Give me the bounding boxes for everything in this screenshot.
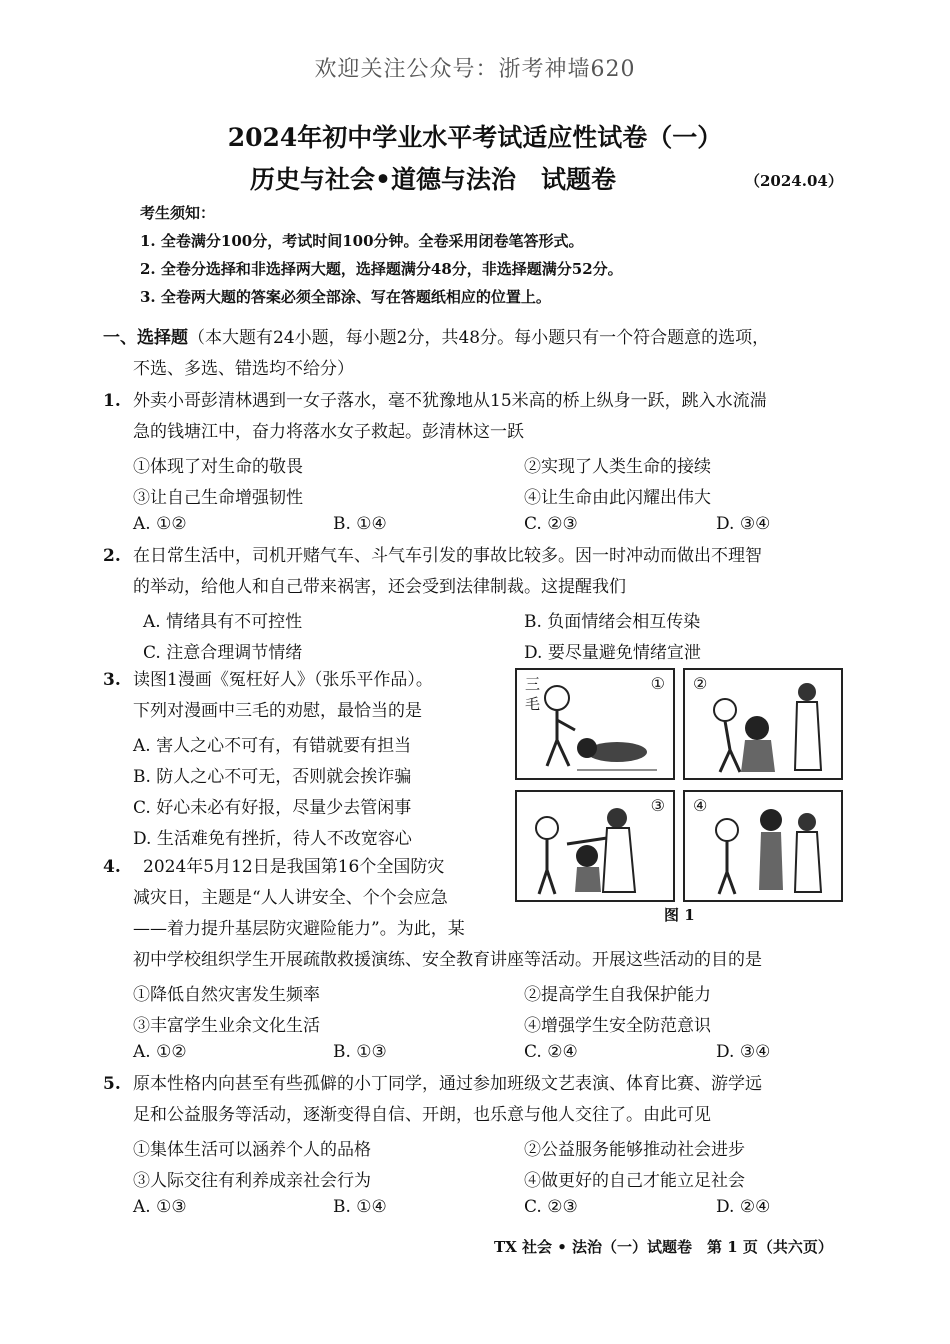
statement-3: ③让自己生命增强韧性 [133, 488, 303, 508]
question-number: 3. [103, 670, 121, 690]
option-b: B. 负面情绪会相互传染 [524, 612, 701, 632]
option-d: D. ②④ [716, 1197, 771, 1217]
comic-panel [683, 790, 843, 902]
statement-3: ③人际交往有利养成亲社会行为 [133, 1171, 371, 1191]
panel-number: ② [693, 674, 708, 693]
option-d: D. ③④ [716, 1042, 771, 1062]
option-c: C. ②③ [524, 514, 578, 534]
page-footer: TX 社会 • 法治（一）试题卷 第 1 页（共六页） [494, 1238, 833, 1256]
option-b: B. ①④ [333, 514, 387, 534]
notice-item: 2. 全卷分选择和非选择两大题，选择题满分48分，非选择题满分52分。 [140, 260, 623, 278]
statement-4: ④增强学生安全防范意识 [524, 1016, 711, 1036]
option-c: C. 注意合理调节情绪 [143, 643, 303, 663]
option-a: A. ①③ [133, 1197, 187, 1217]
notice-item: 1. 全卷满分100分，考试时间100分钟。全卷采用闭卷笔答形式。 [140, 232, 584, 250]
question-number: 4. [103, 857, 121, 877]
option-c: C. ②④ [524, 1042, 578, 1062]
exam-subtitle: 历史与社会•道德与法治 试题卷 [250, 165, 616, 194]
question-stem: 2024年5月12日是我国第16个全国防灾 [143, 857, 445, 877]
question-stem: 的举动，给他人和自己带来祸害，还会受到法律制裁。这提醒我们 [133, 577, 626, 597]
comic-panel [515, 790, 675, 902]
statement-2: ②实现了人类生命的接续 [524, 457, 711, 477]
option-a: A. ①② [133, 514, 187, 534]
exam-title: 2024年初中学业水平考试适应性试卷（一） [227, 123, 723, 152]
question-stem: 急的钱塘江中，奋力将落水女子救起。彭清林这一跃 [133, 422, 524, 442]
question-stem: 外卖小哥彭清林遇到一女子落水，毫不犹豫地从15米高的桥上纵身一跃，跳入水流湍 [133, 391, 767, 411]
option-b: B. ①④ [333, 1197, 387, 1217]
section-heading [103, 327, 769, 349]
comic-panel [683, 668, 843, 780]
statement-4: ④让生命由此闪耀出伟大 [524, 488, 711, 508]
statement-1: ①集体生活可以涵养个人的品格 [133, 1140, 371, 1160]
question-stem: 原本性格内向甚至有些孤僻的小丁同学，通过参加班级文艺表演、体育比赛、游学远 [133, 1074, 762, 1094]
panel-number: ① [650, 674, 665, 693]
question-stem: 初中学校组织学生开展疏散救援演练、安全教育讲座等活动。开展这些活动的目的是 [133, 950, 762, 970]
question-stem: 下列对漫画中三毛的劝慰，最恰当的是 [133, 701, 422, 721]
figure-caption: 图 1 [664, 906, 695, 924]
question-stem: 足和公益服务等活动，逐渐变得自信、开朗，也乐意与他人交往了。由此可见 [133, 1105, 711, 1125]
statement-3: ③丰富学生业余文化生活 [133, 1016, 320, 1036]
section-desc-cont: 不选、多选、错选均不给分） [133, 359, 354, 379]
option-b: B. 防人之心不可无，否则就会挨诈骗 [133, 767, 412, 787]
question-number: 1. [103, 391, 121, 411]
question-stem: 在日常生活中，司机开赌气车、斗气车引发的事故比较多。因一时冲动而做出不理智 [133, 546, 762, 566]
option-d: D. ③④ [716, 514, 771, 534]
panel-number: ③ [650, 796, 665, 815]
question-number: 2. [103, 546, 121, 566]
section-label: 一、选择题 [103, 328, 188, 348]
statement-4: ④做更好的自己才能立足社会 [524, 1171, 745, 1191]
option-a: A. 害人之心不可有，有错就要有担当 [133, 736, 412, 756]
option-d: D. 生活难免有挫折，待人不改宽容心 [133, 829, 412, 849]
statement-1: ①体现了对生命的敬畏 [133, 457, 303, 477]
comic-figure [515, 668, 845, 906]
option-c: C. ②③ [524, 1197, 578, 1217]
panel-number: ④ [693, 796, 708, 815]
option-c: C. 好心未必有好报，尽量少去管闲事 [133, 798, 412, 818]
statement-2: ②提高学生自我保护能力 [524, 985, 711, 1005]
notice-item: 3. 全卷两大题的答案必须全部涂、写在答题纸相应的位置上。 [140, 288, 551, 306]
question-stem: ——着力提升基层防灾避险能力”。为此，某 [133, 919, 465, 939]
option-d: D. 要尽量避免情绪宣泄 [524, 643, 701, 663]
comic-drawing [685, 670, 841, 778]
option-a: A. 情绪具有不可控性 [143, 612, 303, 632]
question-stem: 读图1漫画《冤枉好人》（张乐平作品）。 [133, 670, 433, 690]
option-b: B. ①③ [333, 1042, 387, 1062]
notice-heading: 考生须知： [140, 204, 216, 222]
comic-panel [515, 668, 675, 780]
statement-2: ②公益服务能够推动社会进步 [524, 1140, 745, 1160]
comic-drawing [685, 792, 841, 900]
option-a: A. ①② [133, 1042, 187, 1062]
sanmao-label: 三 毛 [525, 675, 541, 713]
section-desc: （本大题有24小题，每小题2分，共48分。每小题只有一个符合题意的选项， [188, 328, 770, 348]
statement-1: ①降低自然灾害发生频率 [133, 985, 320, 1005]
comic-drawing [517, 670, 673, 778]
comic-drawing [517, 792, 673, 900]
question-number: 5. [103, 1074, 121, 1094]
watermark-banner: 欢迎关注公众号：浙考神墙620 [314, 57, 636, 82]
exam-date: （2024.04） [745, 172, 843, 190]
question-stem: 减灾日，主题是“人人讲安全、个个会应急 [133, 888, 448, 908]
